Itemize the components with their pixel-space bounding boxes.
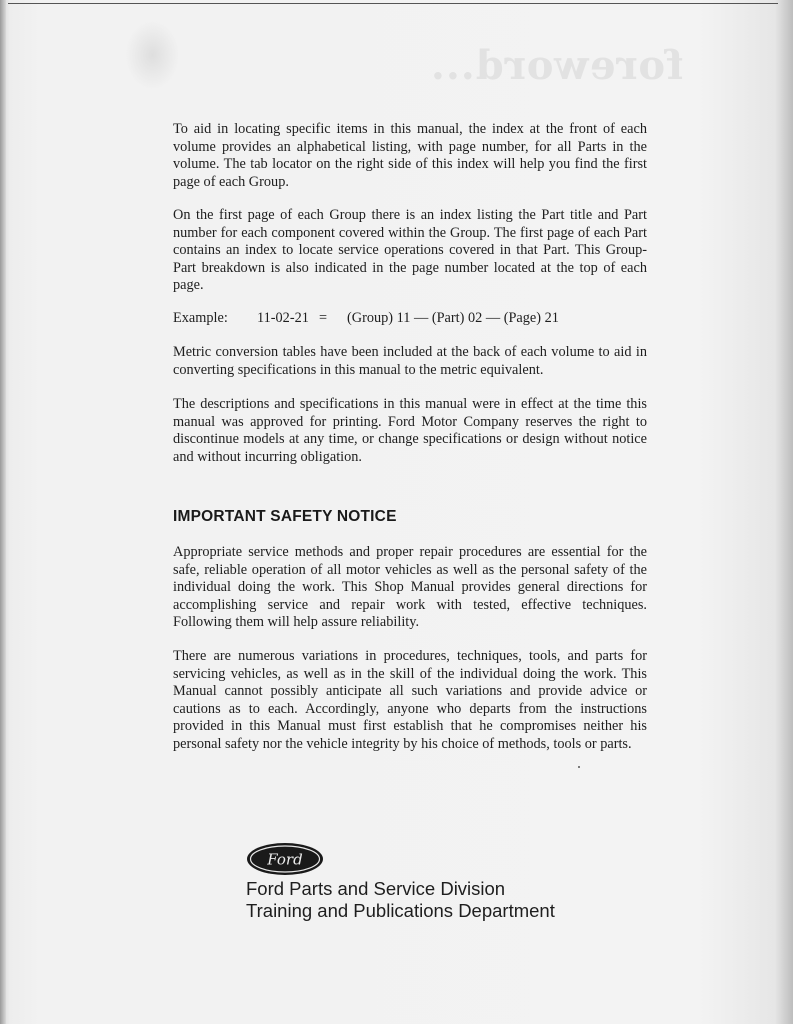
ford-oval-logo-icon: [246, 842, 324, 876]
bleed-through-text: foreword...: [430, 42, 684, 89]
example-equals: =: [319, 310, 328, 326]
top-rule: [8, 3, 778, 4]
page-binding-edge: [0, 0, 6, 1024]
division-signature: [246, 878, 555, 922]
page-number-example: [173, 310, 647, 328]
department-name: Training and Publications Department: [246, 900, 555, 921]
intro-paragraph-metric: Metric conversion tables have been included at the back of each volume to aid in converting specifications in this manual to the metric equivalent.: [173, 344, 647, 378]
example-code: 11-02-21: [257, 310, 309, 326]
safety-notice-heading: IMPORTANT SAFETY NOTICE: [173, 508, 397, 525]
example-explanation: (Group) 11 — (Part) 02 — (Page) 21: [347, 310, 559, 326]
ford-logo-text: Ford: [267, 850, 303, 869]
paper-smudge: [125, 20, 180, 90]
intro-paragraph-index: To aid in locating specific items in this manual, the index at the front of each volume provides an alphabetical listing, with page number, for all Parts in the volume. The tab locator on the right side of this index will help you find the first page of each Group.: [173, 121, 647, 190]
intro-paragraph-group-index: On the first page of each Group there is an index listing the Part title and Part number for each component covered within the Group. The first page of each Part contains an index to locate service operations covered in that Part. This Group-Part breakdown is also indicated in the page number located at the top of each page.: [173, 207, 647, 294]
division-name: Ford Parts and Service Division: [246, 878, 506, 899]
ink-speck: [578, 766, 580, 768]
intro-paragraph-specifications: The descriptions and specifications in this manual were in effect at the time this manual was approved for printing. Ford Motor Company reserves the right to discontinue models at any time, or change specifications or design without notice and without incurring obligation.: [173, 396, 647, 465]
example-label: Example:: [173, 310, 228, 326]
safety-paragraph-methods: Appropriate service methods and proper repair procedures are essential for the safe, reliable operation of all motor vehicles as well as the personal safety of the individual doing the work. This Shop Manual provides general directions for accomplishing service and repair work with tested, effective techniques. Following them will help assure reliability.: [173, 544, 647, 631]
safety-paragraph-variations: There are numerous variations in procedures, techniques, tools, and parts for servicing vehicles, as well as in the skill of the individual doing the work. This Manual cannot possibly anticipate all such variations and provide advice or cautions as to each. Accordingly, anyone who departs from the instructions provided in this Manual must first establish that he compromises neither his personal safety nor the vehicle integrity by his choice of methods, tools or parts.: [173, 648, 647, 752]
